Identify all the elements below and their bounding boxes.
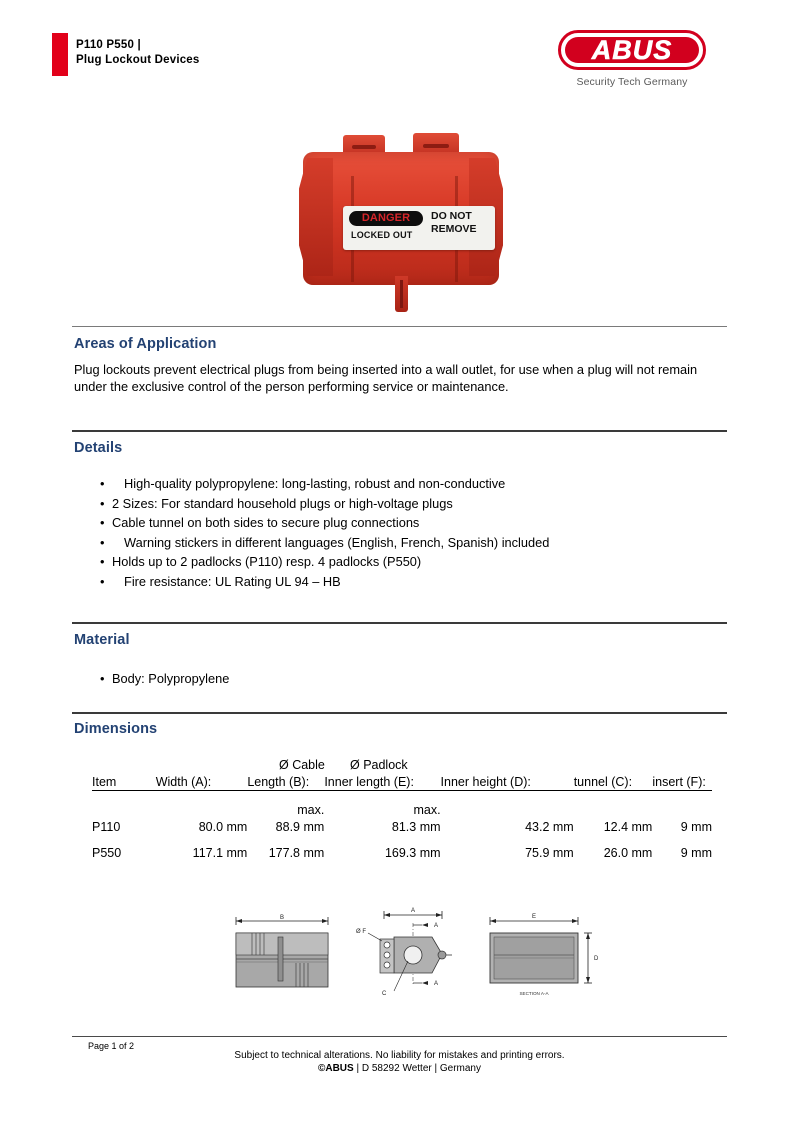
col-header-insert: insert (F):: [652, 775, 712, 791]
abus-logo: [558, 30, 708, 92]
footer-disclaimer: Subject to technical alterations. No liability for mistakes and printing errors.: [234, 1050, 565, 1061]
divider-material: [72, 622, 727, 624]
table-cell: [441, 791, 574, 821]
table-cell-value: 43.2 mm: [525, 820, 574, 834]
table-cell: max.: [413, 803, 441, 817]
bullet-icon: •: [100, 476, 105, 491]
section-caption: SECTION A-A: [519, 991, 549, 996]
super-header-padlock: Ø Padlock: [350, 758, 408, 772]
locked-out-text: LOCKED OUT: [351, 230, 413, 240]
table-cell-value: 75.9 mm: [525, 846, 574, 860]
technical-drawings: [228, 903, 599, 1003]
table-cell-value: 177.8 mm: [268, 846, 325, 860]
section-heading-areas: Areas of Application: [74, 336, 217, 352]
lockout-bottom-tab: [395, 276, 408, 312]
dimensions-super-header: [92, 758, 712, 775]
bullet-icon: •: [100, 554, 105, 569]
footer-address: | D 58292 Wetter | Germany: [353, 1063, 481, 1074]
table-cell-item: P110: [92, 820, 121, 834]
section-heading-material: Material: [74, 632, 130, 648]
list-item: [100, 533, 549, 553]
do-not-remove-text: DO NOT REMOVE: [431, 210, 477, 235]
list-item-label: High-quality polypropylene: long-lasting, robust and non-conductive: [124, 476, 506, 491]
header-product-name: Plug Lockout Devices: [76, 54, 200, 66]
logo-wordmark: ABUS: [591, 35, 673, 65]
svg-text:Ø F: Ø F: [356, 929, 366, 935]
bullet-icon: •: [100, 534, 105, 550]
svg-text:B: B: [279, 915, 285, 921]
svg-text:A: A: [434, 981, 439, 987]
table-cell-value: 117.1 mm: [192, 846, 248, 860]
list-item: [100, 572, 549, 592]
table-row: [92, 846, 712, 872]
footer-copyright-mark: ©ABUS: [318, 1063, 354, 1074]
col-header-inner-height: Inner height (D):: [441, 775, 574, 791]
footer-divider: [72, 1036, 727, 1037]
list-item-label: Holds up to 2 padlocks (P110) resp. 4 padlocks (P550): [112, 554, 422, 569]
col-header-width: Width (A):: [156, 775, 248, 791]
svg-text:E: E: [531, 914, 537, 920]
danger-badge: DANGER: [349, 211, 423, 226]
section-text-areas: Plug lockouts prevent electrical plugs from being inserted into a wall outlet, for use when a plug will not remain under the exclusive control of the person performing service or maintenance.: [74, 362, 698, 394]
list-item-label: Cable tunnel on both sides to secure plug connections: [112, 515, 420, 530]
table-header-row: [92, 775, 712, 791]
lockout-wing-left: [299, 158, 333, 276]
logo-tagline: Security Tech Germany: [576, 76, 688, 88]
lockout-body: [303, 152, 499, 285]
details-bullet-list: [100, 474, 549, 591]
material-bullet-list: [100, 669, 229, 689]
section-heading-details: Details: [74, 440, 123, 456]
warning-sticker: [343, 206, 495, 250]
list-item: [100, 494, 549, 514]
padlock-slot-right: [423, 144, 449, 148]
svg-text:D: D: [594, 956, 599, 962]
super-header-cable: Ø Cable: [279, 758, 325, 772]
table-cell-value: 81.3 mm: [391, 820, 441, 834]
padlock-slot-left: [352, 145, 376, 149]
bullet-icon: •: [100, 495, 105, 511]
table-cell-value: 26.0 mm: [603, 846, 653, 860]
drawing-front-view: [228, 911, 336, 997]
table-cell-value: 9 mm: [680, 846, 712, 860]
table-cell: [574, 791, 653, 821]
list-item-label: Body: Polypropylene: [112, 671, 230, 686]
table-cell-item: P550: [92, 846, 122, 860]
brand-accent-bar: [52, 33, 68, 76]
table-cell-value: 9 mm: [680, 820, 712, 834]
col-header-inner-length: Inner length (E):: [324, 775, 440, 791]
bullet-icon: •: [100, 671, 105, 686]
divider-details: [72, 430, 727, 432]
svg-text:C: C: [382, 991, 387, 997]
footer-text: [72, 1049, 727, 1075]
dimensions-table: [92, 775, 712, 872]
table-cell-value: 169.3 mm: [384, 846, 441, 860]
product-photo: [285, 130, 535, 310]
divider-areas: [72, 326, 727, 327]
list-item-label: Warning stickers in different languages (English, French, Spanish) included: [124, 534, 550, 550]
table-row: [92, 820, 712, 846]
col-header-length: Length (B):: [247, 775, 324, 791]
table-qualifier-row: [92, 791, 712, 821]
list-item: [100, 474, 549, 494]
col-header-item: Item: [92, 775, 156, 791]
page-header: [0, 0, 802, 110]
page-number: Page 1 of 2: [88, 1041, 135, 1051]
header-product-title: [76, 38, 200, 68]
list-item: [100, 552, 549, 572]
table-cell-value: 12.4 mm: [603, 820, 653, 834]
col-header-tunnel: tunnel (C):: [574, 775, 653, 791]
drawing-end-view: [356, 903, 466, 1003]
list-item: [100, 669, 229, 689]
table-cell: [156, 791, 248, 821]
list-item-label: Fire resistance: UL Rating UL 94 – HB: [124, 573, 341, 589]
table-cell-value: 80.0 mm: [198, 820, 248, 834]
table-cell: max.: [297, 803, 325, 817]
bullet-icon: •: [100, 515, 105, 530]
svg-text:A: A: [434, 923, 439, 929]
section-heading-dimensions: Dimensions: [74, 721, 158, 737]
bullet-icon: •: [100, 573, 105, 589]
drawing-section-view: [484, 909, 600, 1001]
list-item-label: 2 Sizes: For standard household plugs or high-voltage plugs: [112, 495, 453, 511]
divider-dimensions: [72, 712, 727, 714]
dimensions-table-body: [92, 791, 712, 873]
svg-text:A: A: [410, 908, 416, 914]
header-product-codes: P110 P550 |: [76, 39, 141, 51]
table-cell: [652, 791, 712, 821]
dimensions-table-wrapper: [92, 758, 712, 872]
list-item: [100, 513, 549, 533]
footer-copyright: [72, 1062, 727, 1075]
table-cell: [92, 791, 156, 821]
table-cell-value: 88.9 mm: [275, 820, 325, 834]
